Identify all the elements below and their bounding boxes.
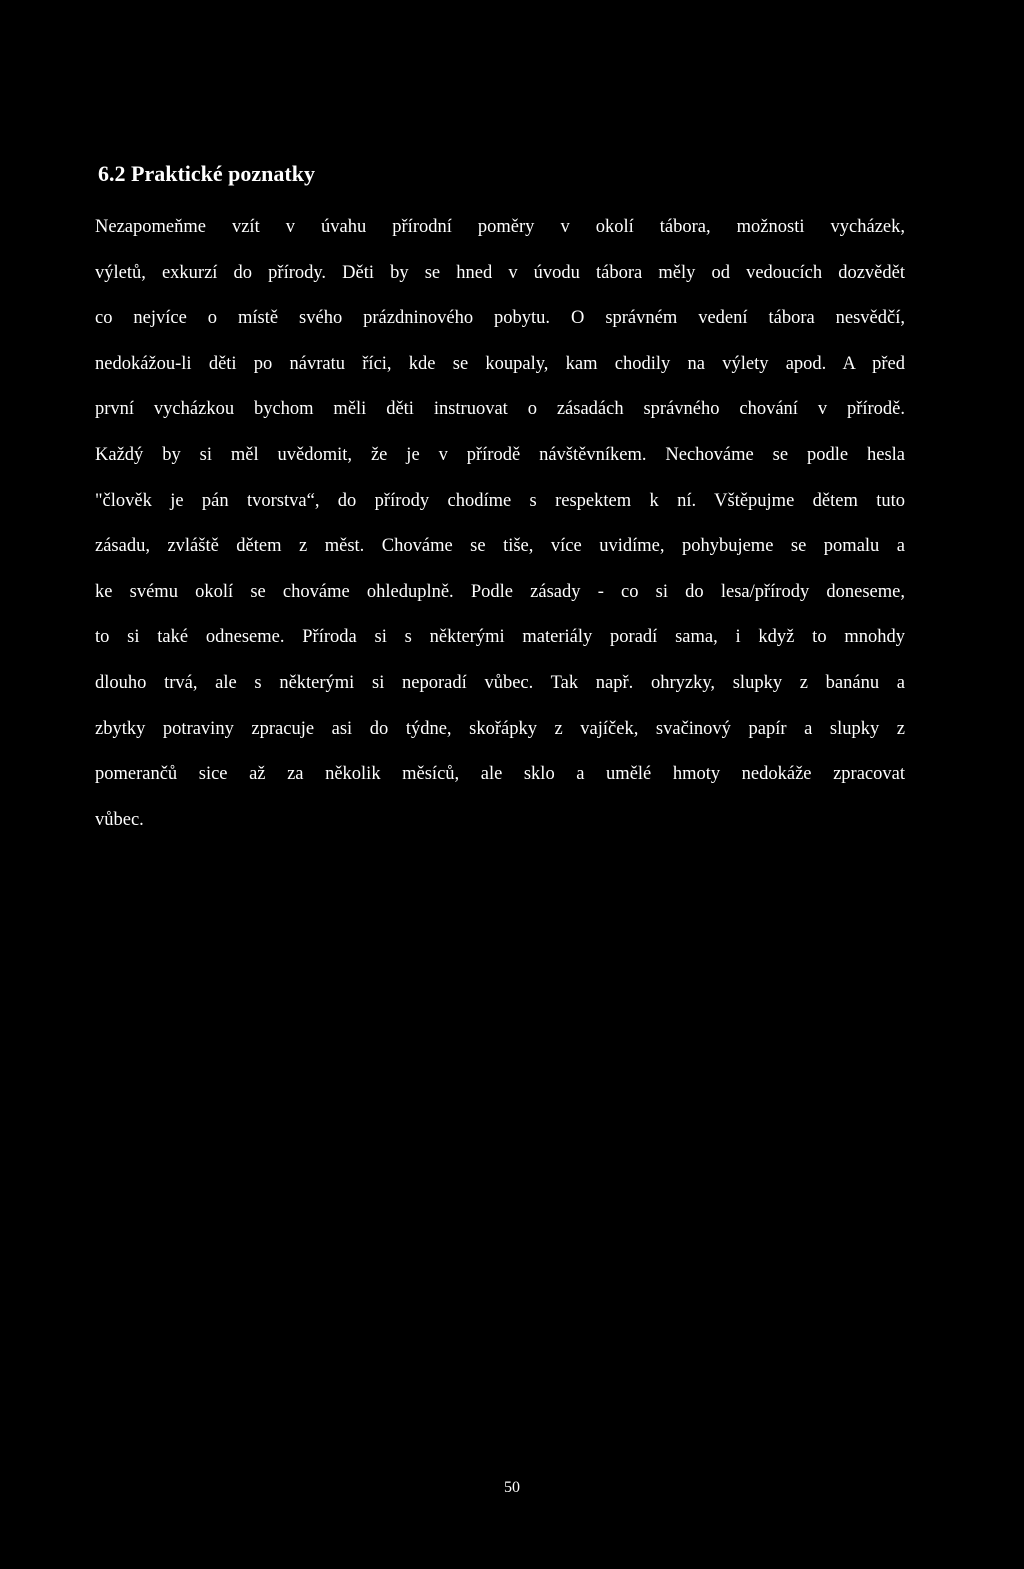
paragraph-line: první vycházkou bychom měli děti instruovat o zásadách správného chování v přírodě. <box>95 399 905 420</box>
paragraph-line: dlouho trvá, ale s některými si neporadí vůbec. Tak např. ohryzky, slupky z banánu a <box>95 672 905 693</box>
section-title: 6.2 Praktické poznatky <box>98 161 315 186</box>
paragraph-line: ke svému okolí se chováme ohleduplně. Podle zásady - co si do lesa/přírody doneseme, <box>95 581 905 602</box>
paragraph-line: vůbec. <box>95 809 144 830</box>
paragraph-line: co nejvíce o místě svého prázdninového pobytu. O správném vedení tábora nesvědčí, <box>95 308 905 329</box>
paragraph-line: Každý by si měl uvědomit, že je v přírodě návštěvníkem. Nechováme se podle hesla <box>95 444 905 465</box>
body-paragraph <box>95 205 905 843</box>
paragraph-line: výletů, exkurzí do přírody. Děti by se hned v úvodu tábora měly od vedoucích dozvědět <box>95 262 905 283</box>
paragraph-line: zbytky potraviny zpracuje asi do týdne, skořápky z vajíček, svačinový papír a slupky z <box>95 718 905 739</box>
paragraph-line: Nezapomeňme vzít v úvahu přírodní poměry v okolí tábora, možnosti vycházek, <box>95 217 905 237</box>
paragraph-line: pomerančů sice až za několik měsíců, ale sklo a umělé hmoty nedokáže zpracovat <box>95 764 905 785</box>
paragraph-line: to si také odneseme. Příroda si s některými materiály poradí sama, i když to mnohdy <box>95 627 905 648</box>
paragraph-line: "člověk je pán tvorstva“, do přírody chodíme s respektem k ní. Vštěpujme dětem tuto <box>95 490 905 511</box>
page-number: 50 <box>504 1479 520 1496</box>
paragraph-line: nedokážou-li děti po návratu říci, kde se koupaly, kam chodily na výlety apod. A před <box>95 353 905 374</box>
paragraph-line: zásadu, zvláště dětem z měst. Chováme se tiše, více uvidíme, pohybujeme se pomalu a <box>95 536 905 557</box>
